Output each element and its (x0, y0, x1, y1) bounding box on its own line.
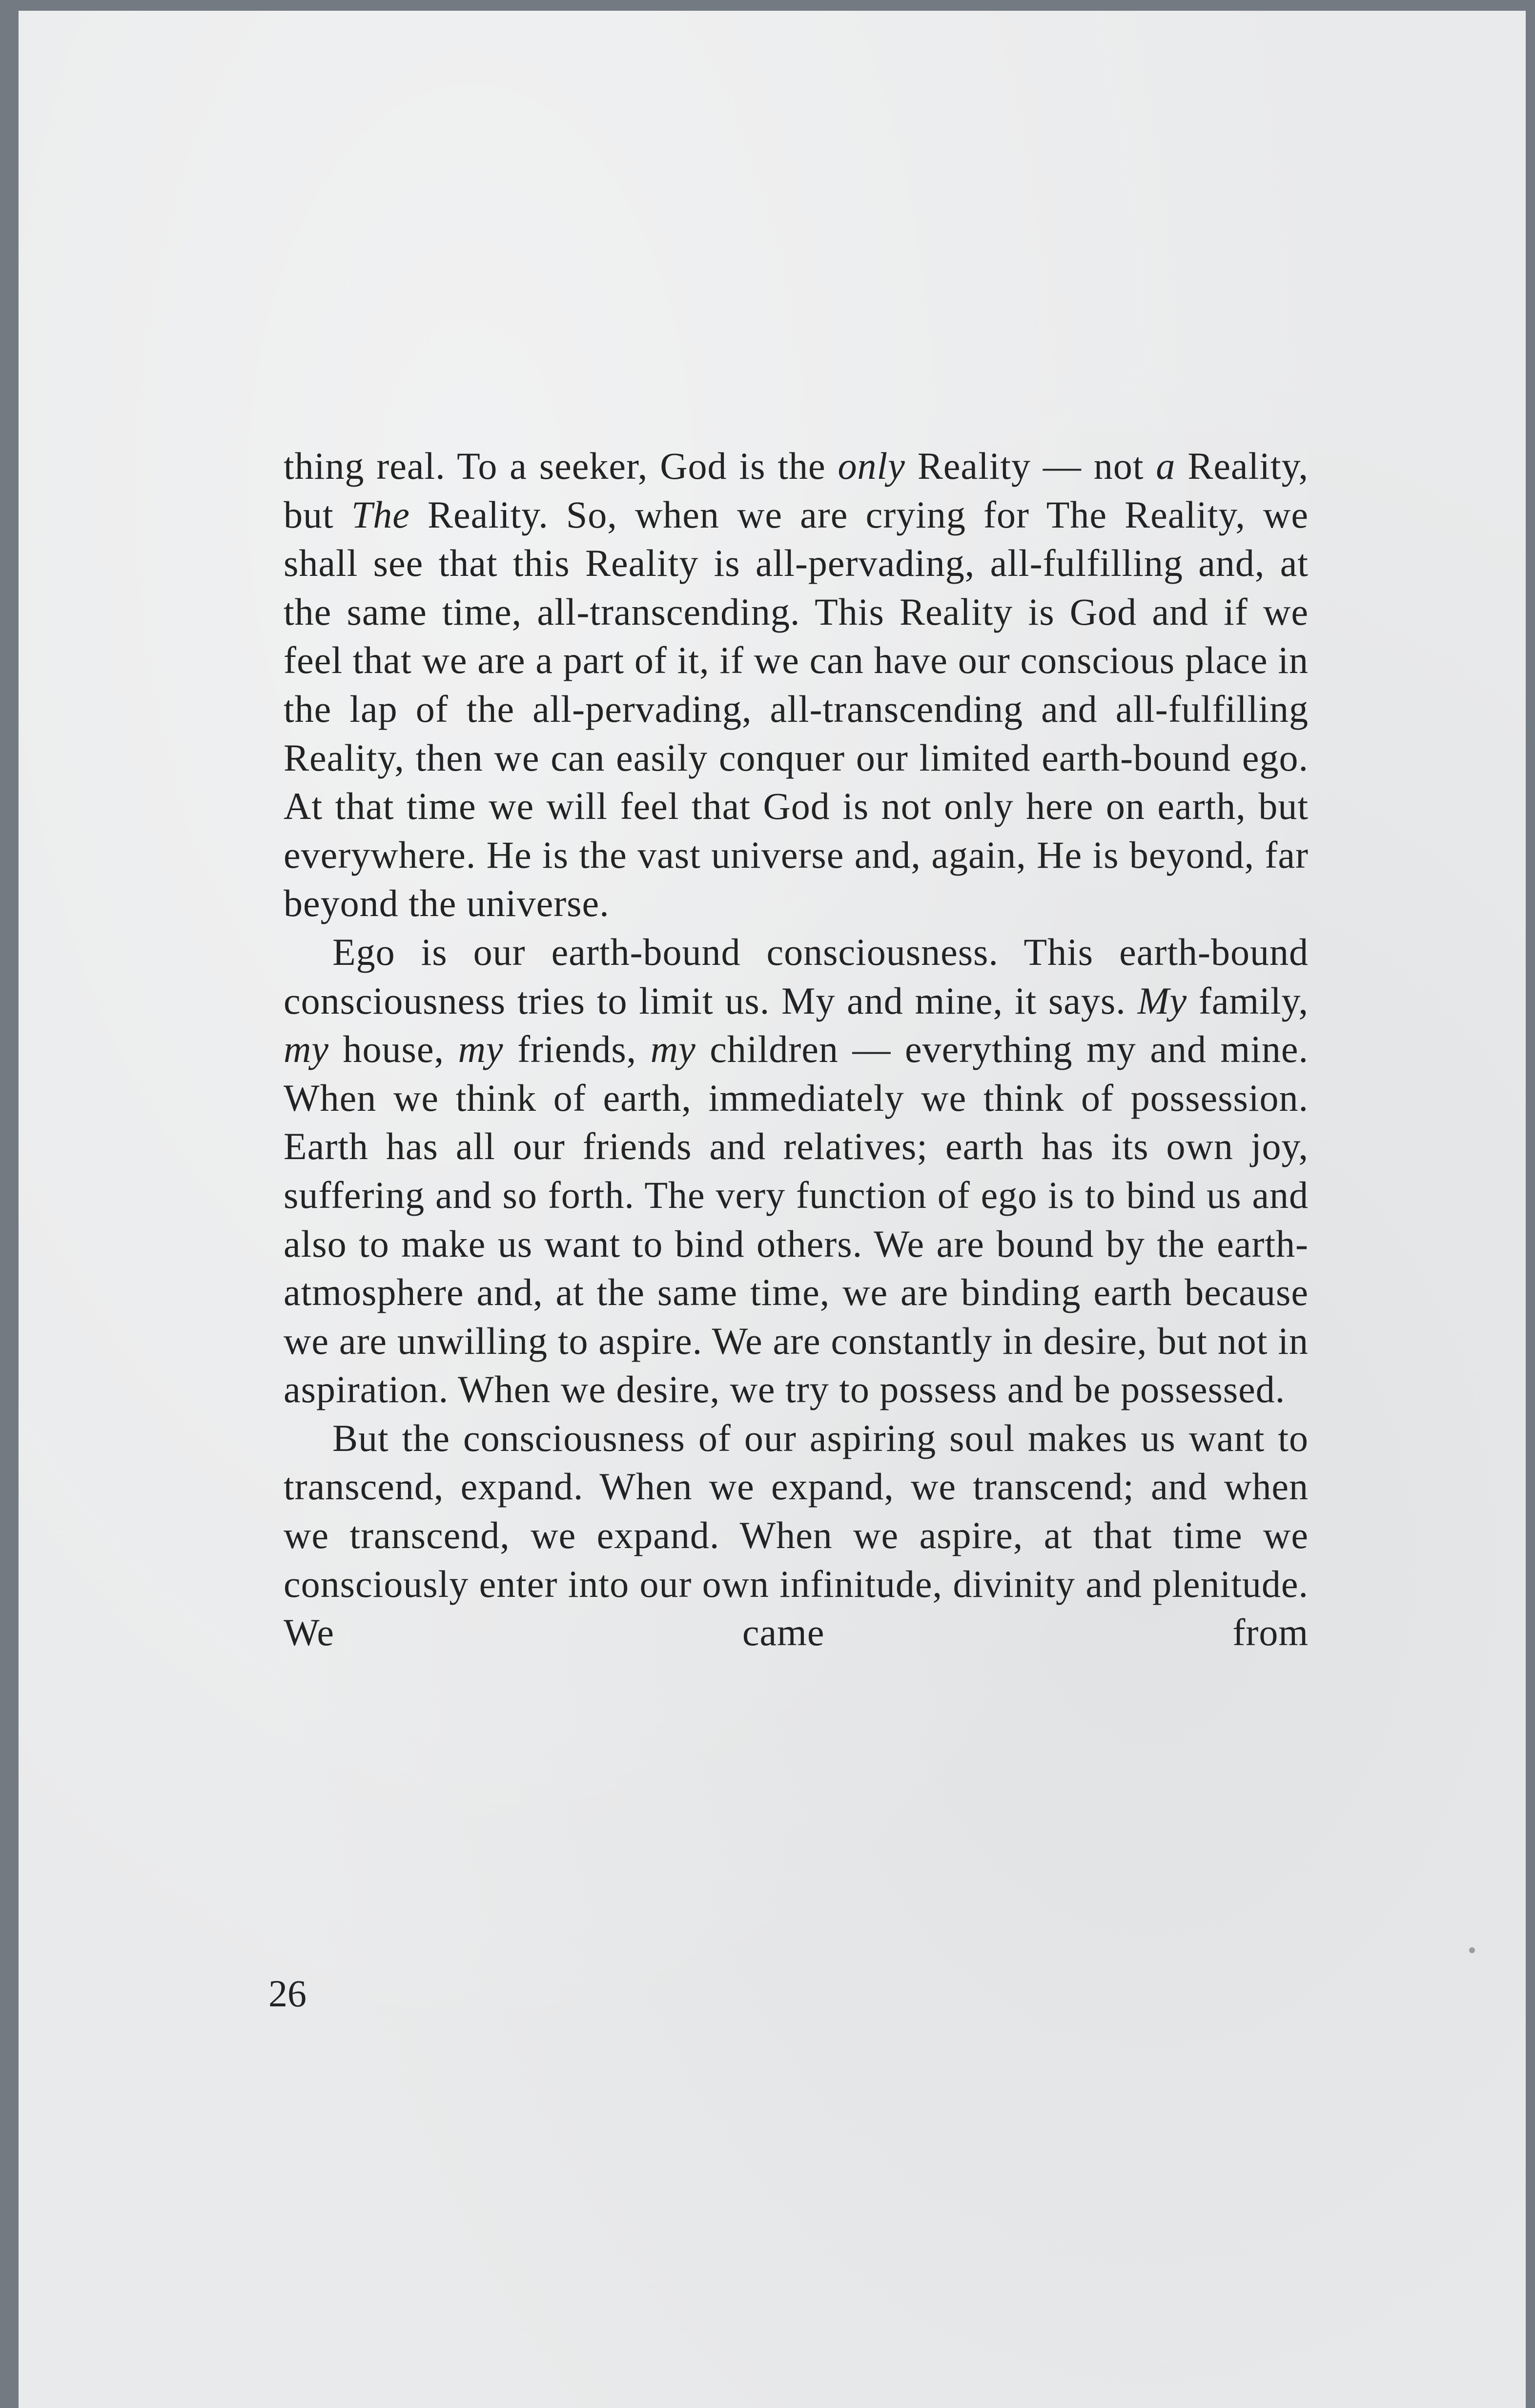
text-run: thing real. To a seeker, God is the (284, 445, 838, 487)
text-run: family, (1187, 979, 1309, 1022)
text-run: friends, (503, 1028, 651, 1071)
book-page (19, 11, 1526, 2408)
text-run: Reality, but (284, 445, 1309, 536)
body-text (284, 442, 1309, 1657)
italic-text: my (650, 1028, 696, 1071)
italic-text: a (1156, 445, 1176, 487)
italic-text: my (458, 1028, 504, 1071)
paragraph (284, 1414, 1309, 1657)
paragraph (284, 442, 1309, 928)
text-run: house, (328, 1028, 458, 1071)
paragraph (284, 928, 1309, 1414)
italic-text: The (351, 493, 410, 536)
italic-text: my (284, 1028, 329, 1071)
text-run: But the consciousness of our aspiring soul makes us want to transcend, expand. When we expand, we transcend; and when we transcend, we expand. When we aspire, at that time we consciously enter into our own infinitude, divinity and plenitude. We came from (284, 1416, 1309, 1654)
italic-text: My (1137, 979, 1187, 1022)
text-run: Reality. So, when we are crying for The Reality, we shall see that this Reality is all-pervading, all-fulfilling and, at the same time, all-transcending. This Reality is God and if we feel that we are a part of it, if we can have our conscious place in the lap of the all-pervading, all-transcending and all-fulfilling Reality, then we can easily conquer our limited earth-bound ego. At that time we will feel that God is not only here on earth, but everywhere. He is the vast universe and, again, He is beyond, far beyond the universe. (284, 493, 1309, 925)
italic-text: only (838, 445, 905, 487)
text-run: Ego is our earth-bound consciousness. This earth-bound consciousness tries to limit us. My and mine, it says. (284, 930, 1309, 1022)
text-run: Reality — not (905, 445, 1156, 487)
scan-speck (1469, 1947, 1475, 1953)
text-run: children — everything my and mine. When we think of earth, immediately we think of possession. Earth has all our friends and relatives; earth has its own joy, suffering and so forth. The very function of ego is to bind us and also to make us want to bind others. We are bound by the earth-atmosphere and, at the same time, we are binding earth because we are unwilling to aspire. We are constantly in desire, but not in aspiration. When we desire, we try to possess and be possessed. (284, 1028, 1309, 1411)
page-number: 26 (268, 1972, 307, 2015)
